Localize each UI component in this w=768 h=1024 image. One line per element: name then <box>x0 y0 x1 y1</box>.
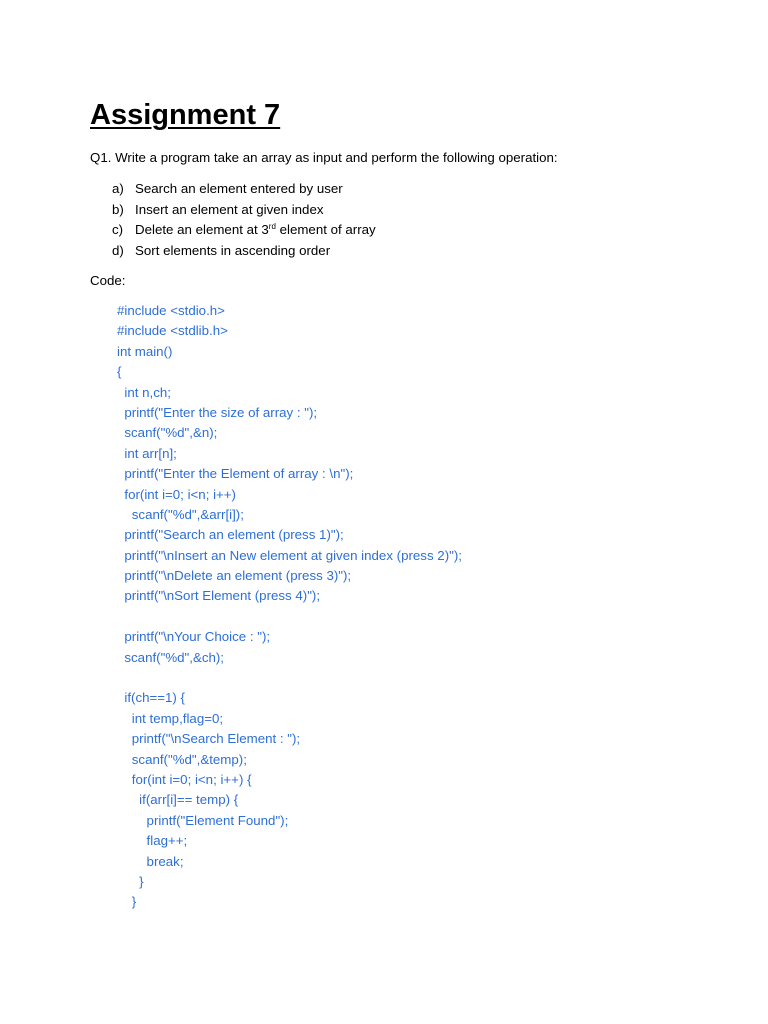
code-line <box>117 668 462 688</box>
list-item <box>112 179 376 200</box>
code-line: int arr[n]; <box>117 445 177 461</box>
code-line: scanf("%d",&n); <box>117 425 218 441</box>
list-marker: c) <box>112 222 124 237</box>
list-item <box>112 200 376 221</box>
list-item-text: Search an element entered by user <box>135 181 343 196</box>
list-item <box>112 241 376 262</box>
code-line: flag++; <box>117 833 188 849</box>
code-line: printf("\nSearch Element : "); <box>117 731 301 747</box>
code-line: #include <stdio.h> <box>117 303 225 318</box>
code-line: if(arr[i]== temp) { <box>117 792 239 808</box>
operations-list <box>112 179 376 261</box>
list-item-text-before: Delete an element at 3 <box>135 222 269 237</box>
code-line: scanf("%d",&temp); <box>117 751 247 767</box>
code-line: printf("Search an element (press 1)"); <box>117 527 344 543</box>
ordinal-superscript: rd <box>268 222 276 231</box>
code-line: } <box>117 873 144 889</box>
list-marker: d) <box>112 242 124 258</box>
code-line: scanf("%d",&arr[i]); <box>117 506 244 522</box>
code-line: int main() <box>117 343 173 359</box>
list-marker: a) <box>112 181 124 196</box>
page-title: Assignment 7 <box>90 99 281 131</box>
code-line <box>117 607 462 627</box>
code-line: for(int i=0; i<n; i++) <box>117 486 236 502</box>
code-line: if(ch==1) { <box>117 690 185 706</box>
list-item-text: Insert an element at given index <box>135 201 324 217</box>
code-line: printf("\nInsert an New element at given index (press 2)"); <box>117 547 462 563</box>
code-label: Code: <box>90 273 126 288</box>
code-line: printf("Element Found"); <box>117 812 289 828</box>
code-line: for(int i=0; i<n; i++) { <box>117 771 252 787</box>
list-item-text <box>135 220 376 241</box>
list-item-text-after: element of array <box>275 222 376 237</box>
code-line: printf("\nYour Choice : "); <box>117 629 271 645</box>
code-line: int temp,flag=0; <box>117 710 224 726</box>
list-item <box>112 220 376 241</box>
code-line: printf("Enter the Element of array : \n"); <box>117 466 354 482</box>
code-line: printf("\nSort Element (press 4)"); <box>117 588 321 604</box>
code-line: printf("Enter the size of array : "); <box>117 404 318 420</box>
question-text: Q1. Write a program take an array as input and perform the following operation: <box>90 150 558 165</box>
code-line: { <box>117 364 122 380</box>
code-line: #include <stdlib.h> <box>117 323 228 339</box>
code-line: } <box>117 894 137 910</box>
code-block <box>117 301 462 913</box>
list-item-text: Sort elements in ascending order <box>135 242 331 258</box>
code-line: printf("\nDelete an element (press 3)"); <box>117 568 352 584</box>
code-line: break; <box>117 853 184 869</box>
list-marker: b) <box>112 201 124 217</box>
code-line: scanf("%d",&ch); <box>117 649 224 665</box>
code-line: int n,ch; <box>117 384 171 400</box>
